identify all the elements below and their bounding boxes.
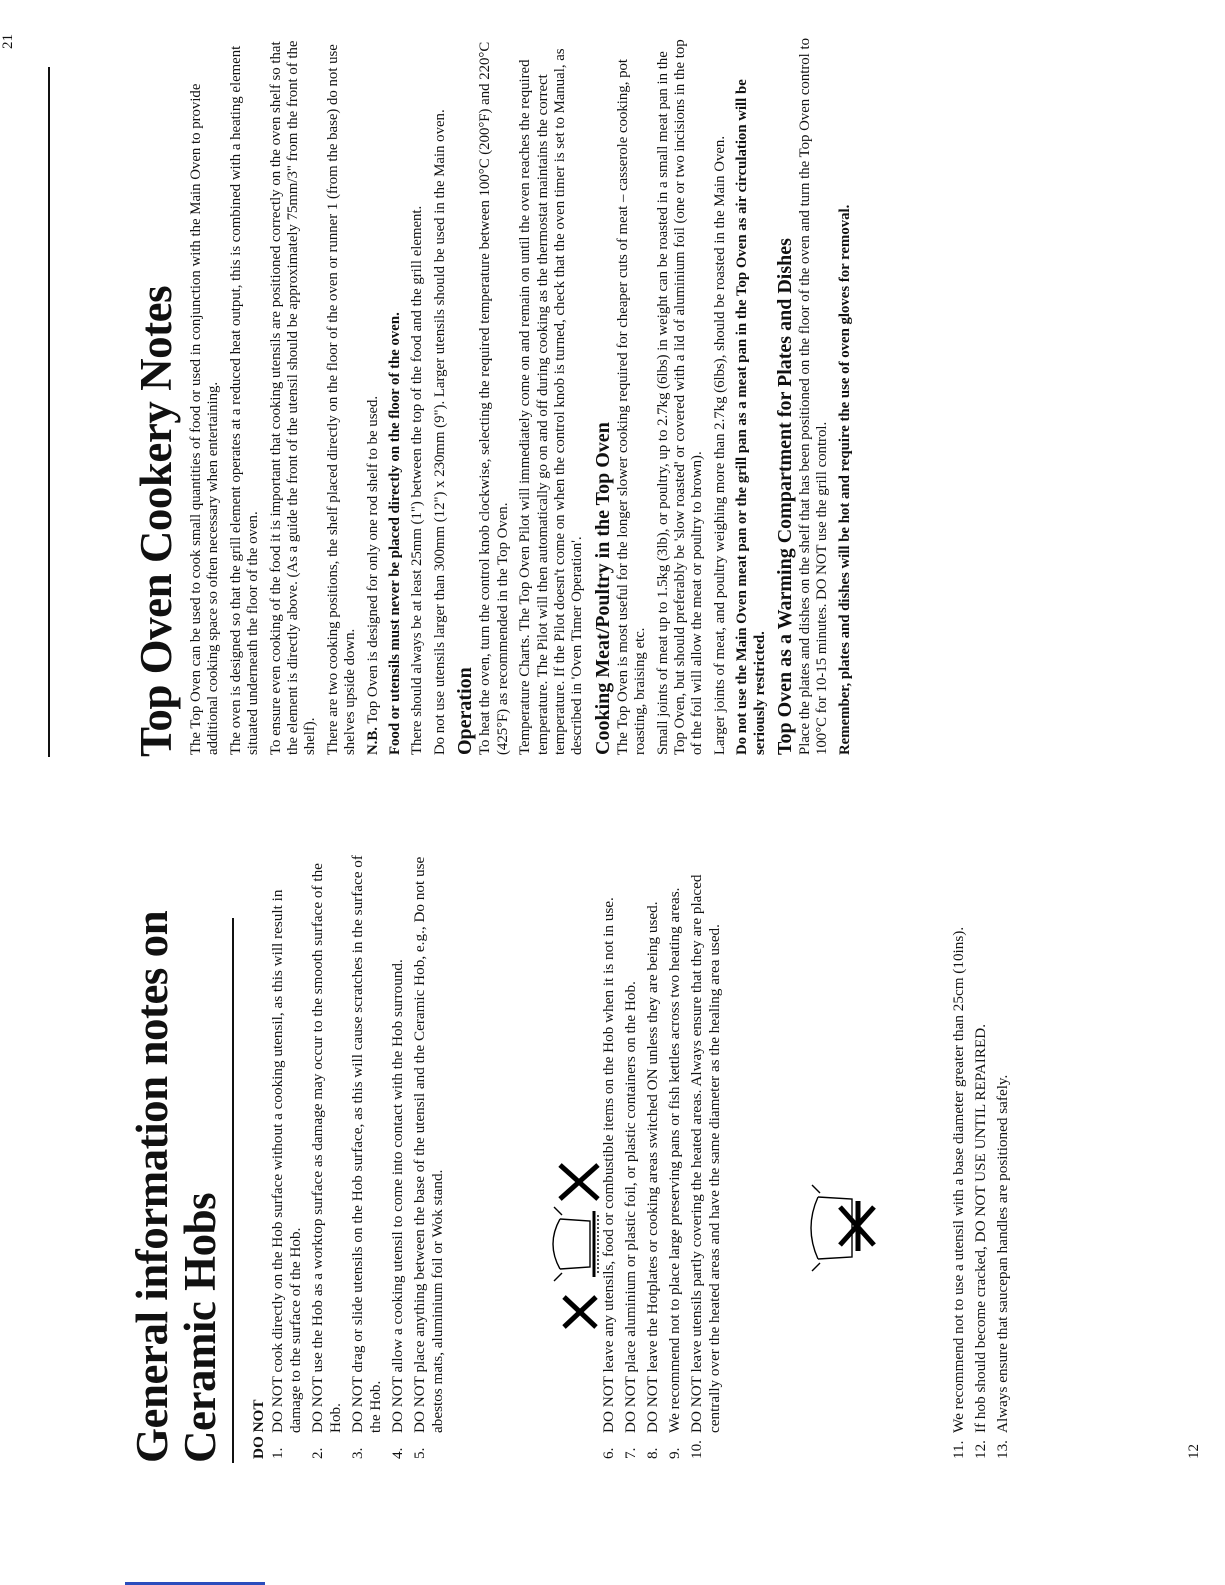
meat-paragraph-2: Small joints of meat up to 1.5kg (3lb), or poultry, up to 2.7kg (6lbs) in weight can be roasted in a small meat pan in the Top Oven, but should preferably be 'slow roasted' or covered with a lid of aluminium foil (one or two incisions in the top of the foil will allow the meat or poultry to brown). [654,39,706,755]
meat-warning [734,30,769,755]
left-page-title [128,803,224,1463]
title-rule [232,918,234,1463]
rule-text: We recommend not to place large preserving pans or fish kettles across two heating areas. [666,887,683,1433]
right-page-title: Top Oven Cookery Notes [131,285,181,757]
hob-safety-section [950,839,1016,1459]
food-warning [387,30,404,755]
intro-paragraph: There are two cooking positions, the shelf placed directly on the floor of the oven or runner 1 (from the base) do not use shelves upside down. [324,44,359,755]
rule-number: 1. [269,1447,286,1459]
meat-warning-text: Do not use the Main Oven meat pan or the grill pan as a meat pan in the Top Oven as air circulation will be seriously restricted. [734,79,768,755]
nb-note [365,30,382,755]
meat-paragraph-3: Larger joints of meat, and poultry weighing more than 2.7kg (6lbs), should be roasted in the Main Oven. [711,135,728,755]
rule-number: 6. [600,1447,617,1459]
title-line-2: Ceramic Hobs [175,1192,225,1463]
saucepan-icon [811,1185,852,1271]
rule-text: DO NOT cook directly on the Hob surface without a cooking utensil, as this will result in damage to the surface of the Hob. [269,889,304,1433]
rule-text: DO NOT drag or slide utensils on the Hob surface, as this will cause scratches in the surface of the Hob. [349,855,384,1433]
rule-text: DO NOT leave any utensils, food or combustible items on the Hob when it is not in use. [600,897,617,1433]
rules-list-a [269,847,447,1459]
rule-number: 12. [972,1440,989,1459]
page-number-right: 21 [0,34,16,49]
rule-number: 2. [309,1447,326,1459]
rule-item [600,827,618,1459]
size-paragraph: Do not use utensils larger than 300mm (12") x 230mm (9"). Larger utensils should be used in the Main oven. [431,109,448,755]
rule-text: If hob should become cracked, DO NOT USE UNTIL REPAIRED. [972,1023,989,1433]
meat-paragraph-1: The Top Oven is most useful for the longer slower cooking required for cheaper cuts of meat – casserole cooking, pot roasting, braising etc. [614,59,649,755]
rule-item [349,847,385,1459]
rule-item [666,827,684,1459]
spacing-paragraph: There should always be at least 25mm (1") between the top of the food and the grill element. [409,205,426,755]
operation-paragraph-2: Temperature Charts. The Top Oven Pilot will immediately come on and remain on until the oven reaches the required temperature. The Pilot will then automatically go on and off during cooking as the thermostat maintains the correct temperature. If the Pilot doesn't come on when the control knob is turned, check that the oven timer is set to Manual, as described in 'Oven Timer Operation'. [517,48,586,755]
rule-text: DO NOT leave the Hotplates or cooking areas switched ON unless they are being used. [644,901,661,1433]
rule-text: DO NOT place anything between the base of the utensil and the Ceramic Hob, e.g., Do not use abestos mats, aluminium foil or Wok stand. [411,856,446,1433]
asterisk-cross-icon [840,1201,874,1251]
food-warning-text: Food or utensils must never be placed directly on the floor of the oven. [387,312,404,755]
rule-item [389,847,407,1459]
nb-label: N.B. [364,727,381,755]
rule-item [309,847,345,1459]
rule-number: 4. [389,1447,406,1459]
intro-paragraphs [188,30,360,755]
warming-heading: Top Oven as a Warming Compartment for Plates and Dishes [773,238,796,755]
do-not-heading: DO NOT [250,1399,267,1459]
rule-text: Always ensure that saucepan handles are positioned safely. [994,1074,1011,1433]
rules-list-b [600,827,724,1459]
warming-warning-text: Remember, plates and dishes will be hot and require the use of oven gloves for removal. [836,204,853,755]
do-not-section-continued [600,827,728,1459]
intro-paragraph: The oven is designed so that the grill element operates at a reduced heat output, this is combined with a heating element situated underneath the floor of the oven. [227,45,262,755]
rule-item [972,839,990,1459]
warming-warning [837,30,854,755]
rule-number: 8. [644,1447,661,1459]
rule-item [950,839,968,1459]
title-line-1: General information notes on [127,910,177,1463]
warming-paragraph: Place the plates and dishes on the shelf that has been positioned on the floor of the oven and turn the Top Oven control to 100°C for 10-15 minutes. DO NOT use the grill control. [796,38,831,755]
rule-number: 7. [622,1447,639,1459]
left-page [0,793,1225,1585]
top-oven-notes-body [188,30,859,755]
rule-item [269,847,305,1459]
rule-number: 11. [950,1440,967,1459]
page-number-left: 12 [1186,1444,1202,1459]
rule-item [688,827,724,1459]
rule-item [994,839,1012,1459]
operation-paragraph-1: To heat the oven, turn the control knob clockwise, selecting the required temperature between 100°C (200°F) and 220°C (425°F) as recommended in the Top Oven. [477,41,511,755]
rule-number: 5. [411,1447,428,1459]
rule-item [622,827,640,1459]
nb-text: Top Oven is designed for only one rod shelf to be used. [364,395,381,724]
rule-text: We recommend not to use a utensil with a base diameter greater than 25cm (10ins). [950,926,967,1433]
intro-paragraph: The Top Oven can be used to cook small quantities of food or used in conjunction with the Main Oven to provide additional cooking space so often necessary when entertaining. [188,83,222,755]
rule-item [644,827,662,1459]
rule-number: 10. [688,1440,705,1459]
rule-text: DO NOT allow a cooking utensil to come into contact with the Hob surround. [389,959,406,1433]
rule-number: 3. [349,1447,366,1459]
rule-text: DO NOT use the Hob as a worktop surface as damage may occur to the smooth surface of the Hob. [309,863,344,1433]
rule-number: 9. [666,1447,683,1459]
rule-text: DO NOT place aluminium or plastic foil, or plastic containers on the Hob. [622,981,639,1433]
rules-list-c [950,839,1012,1459]
crossed-cross-icon [564,1297,596,1327]
crossed-cross-icon [560,1165,598,1199]
oversize-pan-warning-illustration [790,1161,880,1281]
rule-number: 13. [994,1440,1011,1459]
rule-item [411,847,447,1459]
do-not-section [250,847,451,1459]
intro-paragraph: To ensure even cooking of the food it is important that cooking utensils are positioned correctly on the oven shelf so that the element is directly above. (As a guide the front of the utensil should be approximately 75mm/3" from the front of the shelf). [267,40,319,755]
rule-text: DO NOT leave utensils partly covering the heated areas. Always ensure that they are placed centrally over the heated areas and have the same diameter as the healing area used. [688,874,723,1433]
operation-heading: Operation [454,667,477,755]
meat-heading: Cooking Meat/Poultry in the Top Oven [591,422,614,755]
title-rule [48,67,50,757]
saucepan-icon [553,1207,598,1281]
